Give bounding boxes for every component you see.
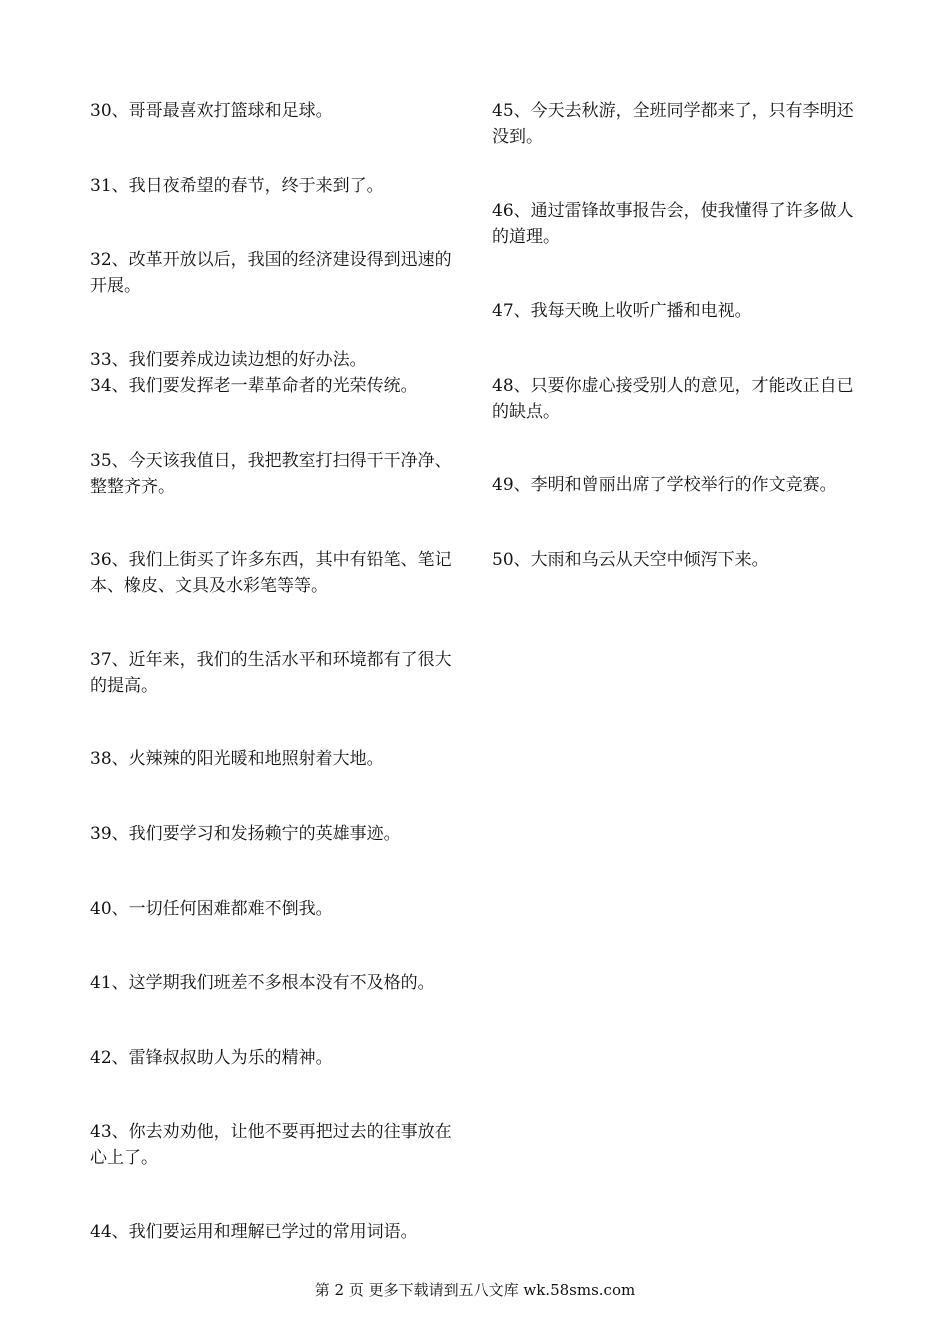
sentence-36: 36、我们上街买了许多东西，其中有铅笔、笔记本、橡皮、文具及水彩笔等等。: [90, 550, 452, 596]
sentence-48: 48、只要你虚心接受别人的意见，才能改正自已的缺点。: [492, 376, 854, 422]
sentence-31: 31、我日夜希望的春节，终于来到了。: [90, 176, 384, 196]
sentence-33: 33、我们要养成边读边想的好办法。: [90, 350, 367, 370]
sentence-42: 42、雷锋叔叔助人为乐的精神。: [90, 1048, 333, 1068]
sentence-37: 37、近年来，我们的生活水平和环境都有了很大的提高。: [90, 650, 452, 696]
page-footer: 第 2 页 更多下载请到五八文库 wk.58sms.com: [314, 1281, 636, 1299]
sentence-32: 32、改革开放以后，我国的经济建设得到迅速的开展。: [90, 250, 452, 296]
sentence-44: 44、我们要运用和理解已学过的常用词语。: [90, 1222, 418, 1242]
sentence-50: 50、大雨和乌云从天空中倾泻下来。: [492, 550, 769, 570]
sentence-34: 34、我们要发挥老一辈革命者的光荣传统。: [90, 376, 418, 396]
sentence-49: 49、李明和曾丽出席了学校举行的作文竞赛。: [492, 475, 837, 495]
sentence-39: 39、我们要学习和发扬赖宁的英雄事迹。: [90, 824, 401, 844]
sentence-45: 45、今天去秋游，全班同学都来了，只有李明还没到。: [492, 101, 854, 147]
sentence-41: 41、这学期我们班差不多根本没有不及格的。: [90, 973, 435, 993]
sentence-47: 47、我每天晚上收听广播和电视。: [492, 301, 752, 321]
sentence-30: 30、哥哥最喜欢打篮球和足球。: [90, 101, 333, 121]
sentence-46: 46、通过雷锋故事报告会，使我懂得了许多做人的道理。: [492, 201, 854, 247]
sentence-35: 35、今天该我值日，我把教室打扫得干干净净、整整齐齐。: [90, 451, 452, 497]
sentence-38: 38、火辣辣的阳光暖和地照射着大地。: [90, 749, 384, 769]
sentence-43: 43、你去劝劝他，让他不要再把过去的往事放在心上了。: [90, 1122, 452, 1168]
sentence-40: 40、一切任何困难都难不倒我。: [90, 899, 333, 919]
